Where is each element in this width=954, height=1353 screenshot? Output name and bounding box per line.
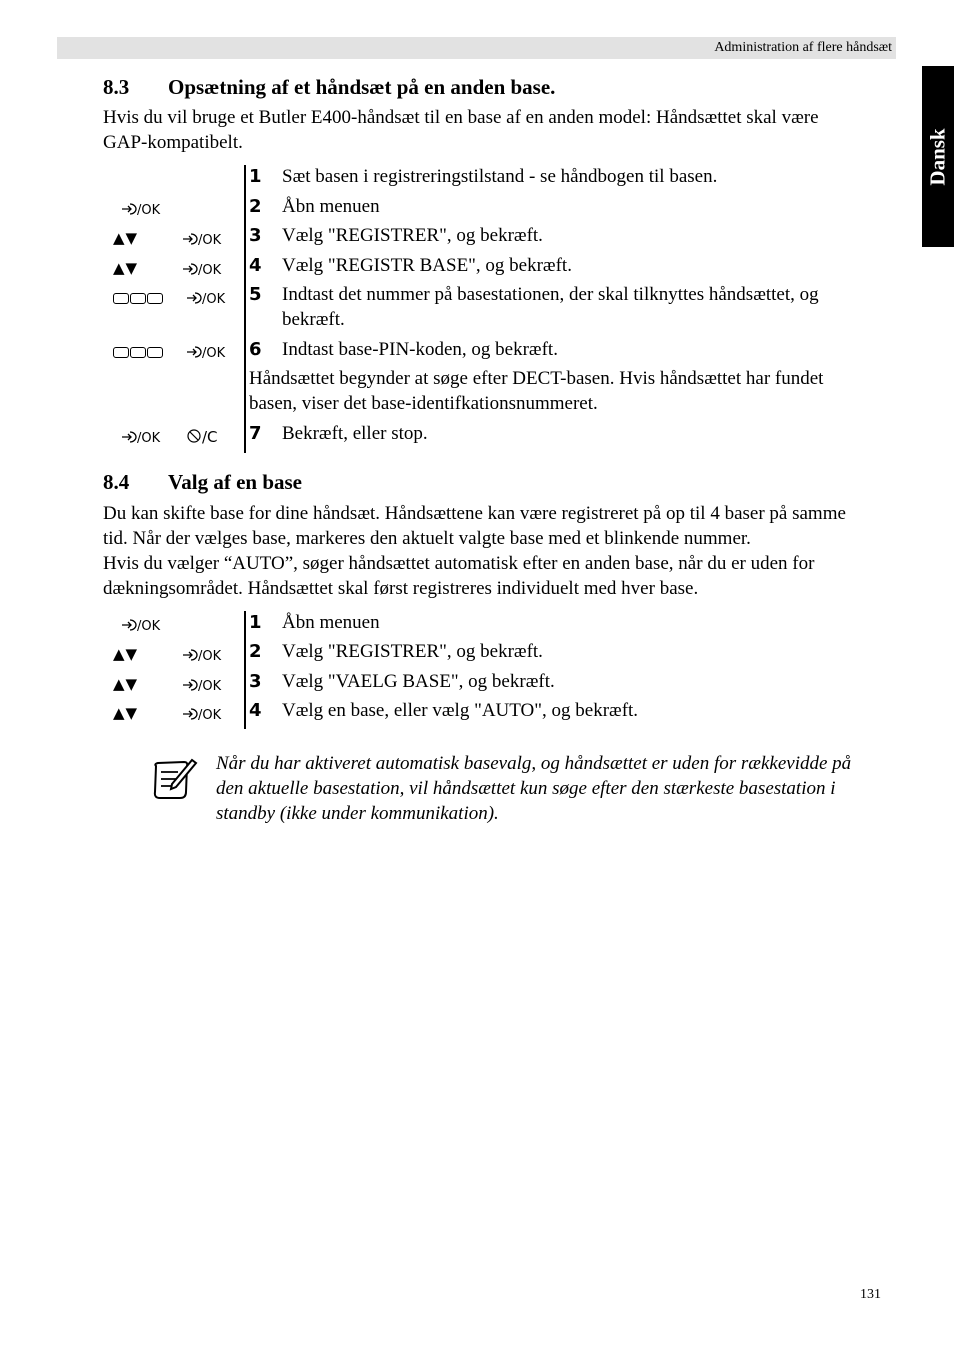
step-row	[249, 194, 889, 219]
ok-key-icon: /OK	[182, 707, 221, 724]
note-line: den aktuelle basestation, vil håndsættet kun søge efter den stærkeste basestation i	[216, 778, 836, 799]
ok-key-icon: /OK	[121, 430, 160, 447]
up-down-arrows-icon: ▲▼	[113, 645, 139, 663]
step-divider	[244, 165, 246, 453]
ok-key-icon: /OK	[182, 678, 221, 695]
running-title: Administration af flere håndsæt	[714, 40, 892, 55]
section-number: 8.4	[103, 470, 130, 494]
body-line: dækningsområdet. Håndsættet skal først registreres individuelt med hver base.	[103, 578, 699, 599]
step-row	[249, 698, 889, 723]
ok-key-icon: /OK	[186, 345, 225, 362]
section-number: 8.3	[103, 75, 130, 99]
ok-key-icon: /OK	[182, 648, 221, 665]
step-text: Sæt basen i registreringstilstand - se håndbogen til basen.	[282, 166, 718, 187]
body-line: tid. Når der vælges base, markeres den aktuelt valgte base med et blinkende nummer.	[103, 528, 751, 549]
language-tab-label: Dansk	[925, 127, 950, 186]
up-down-arrows-icon: ▲▼	[113, 704, 139, 722]
step-row	[249, 669, 889, 694]
step-row	[249, 421, 889, 446]
step-number: 2	[249, 196, 262, 217]
section-title: Opsætning af et håndsæt på en anden base.	[168, 75, 556, 99]
step-number: 4	[249, 255, 262, 276]
ok-key-icon: /OK	[121, 618, 160, 635]
note-text	[216, 751, 900, 826]
step-number: 3	[249, 671, 262, 692]
step-row	[249, 282, 889, 332]
step-text: bekræft.	[282, 309, 345, 330]
up-down-arrows-icon: ▲▼	[113, 229, 139, 247]
section-title: Valg af en base	[168, 470, 302, 494]
search-note	[249, 366, 889, 416]
step-number: 7	[249, 423, 262, 444]
intro-line: Hvis du vil bruge et Butler E400-håndsæt til en base af en anden model: Håndsættet skal være	[103, 107, 819, 128]
page-number: 131	[860, 1287, 881, 1302]
step-number: 5	[249, 284, 262, 305]
step-text: Indtast base-PIN-koden, og bekræft.	[282, 339, 558, 360]
step-row	[249, 639, 889, 664]
section-heading-8-3	[103, 75, 555, 99]
step-number: 6	[249, 339, 262, 360]
running-header	[57, 37, 896, 59]
number-keys-icon	[113, 291, 164, 307]
step-text: Vælg "REGISTRER", og bekræft.	[282, 225, 543, 246]
section-intro	[103, 105, 903, 155]
note-pencil-icon	[150, 754, 198, 809]
step-text: Vælg en base, eller vælg "AUTO", og bekræft.	[282, 700, 639, 721]
step-row	[249, 253, 889, 278]
step-text: Bekræft, eller stop.	[282, 423, 428, 444]
step-text: Indtast det nummer på basestationen, der skal tilknyttes håndsættet, og	[282, 284, 819, 305]
step-number: 2	[249, 641, 262, 662]
ok-key-icon: /OK	[182, 262, 221, 279]
ok-key-icon: /OK	[182, 232, 221, 249]
body-line: Du kan skifte base for dine håndsæt. Håndsættene kan være registreret på op til 4 baser på samme	[103, 503, 846, 524]
search-note-line: Håndsættet begynder at søge efter DECT-basen. Hvis håndsættet har fundet	[249, 368, 824, 389]
step-number: 1	[249, 166, 262, 187]
number-keys-icon	[113, 345, 164, 361]
step-text: Vælg "REGISTRER", og bekræft.	[282, 641, 543, 662]
step-row	[249, 223, 889, 248]
step-text: Åbn menuen	[282, 612, 380, 633]
up-down-arrows-icon: ▲▼	[113, 675, 139, 693]
step-text: Åbn menuen	[282, 196, 380, 217]
ok-key-icon: /OK	[121, 202, 160, 219]
ok-key-icon: /OK	[186, 291, 225, 308]
step-number: 3	[249, 225, 262, 246]
step-number: 1	[249, 612, 262, 633]
cancel-key-icon: /C	[186, 428, 218, 445]
note-line: standby (ikke under kommunikation).	[216, 803, 499, 824]
up-down-arrows-icon: ▲▼	[113, 259, 139, 277]
section-heading-8-4	[103, 470, 302, 494]
step-divider	[244, 611, 246, 729]
step-row	[249, 610, 889, 635]
intro-line: GAP-kompatibelt.	[103, 132, 243, 153]
search-note-line: basen, viser det base-identifkationsnummeret.	[249, 393, 598, 414]
step-row	[249, 164, 889, 189]
body-line: Hvis du vælger “AUTO”, søger håndsættet automatisk efter en anden base, når du er uden for	[103, 553, 815, 574]
section-body	[103, 501, 903, 601]
step-text: Vælg "VAELG BASE", og bekræft.	[282, 671, 555, 692]
step-text: Vælg "REGISTR BASE", og bekræft.	[282, 255, 572, 276]
step-number: 4	[249, 700, 262, 721]
language-tab	[922, 66, 954, 247]
note-line: Når du har aktiveret automatisk basevalg, og håndsættet er uden for rækkevidde på	[216, 753, 852, 774]
step-row	[249, 337, 889, 362]
